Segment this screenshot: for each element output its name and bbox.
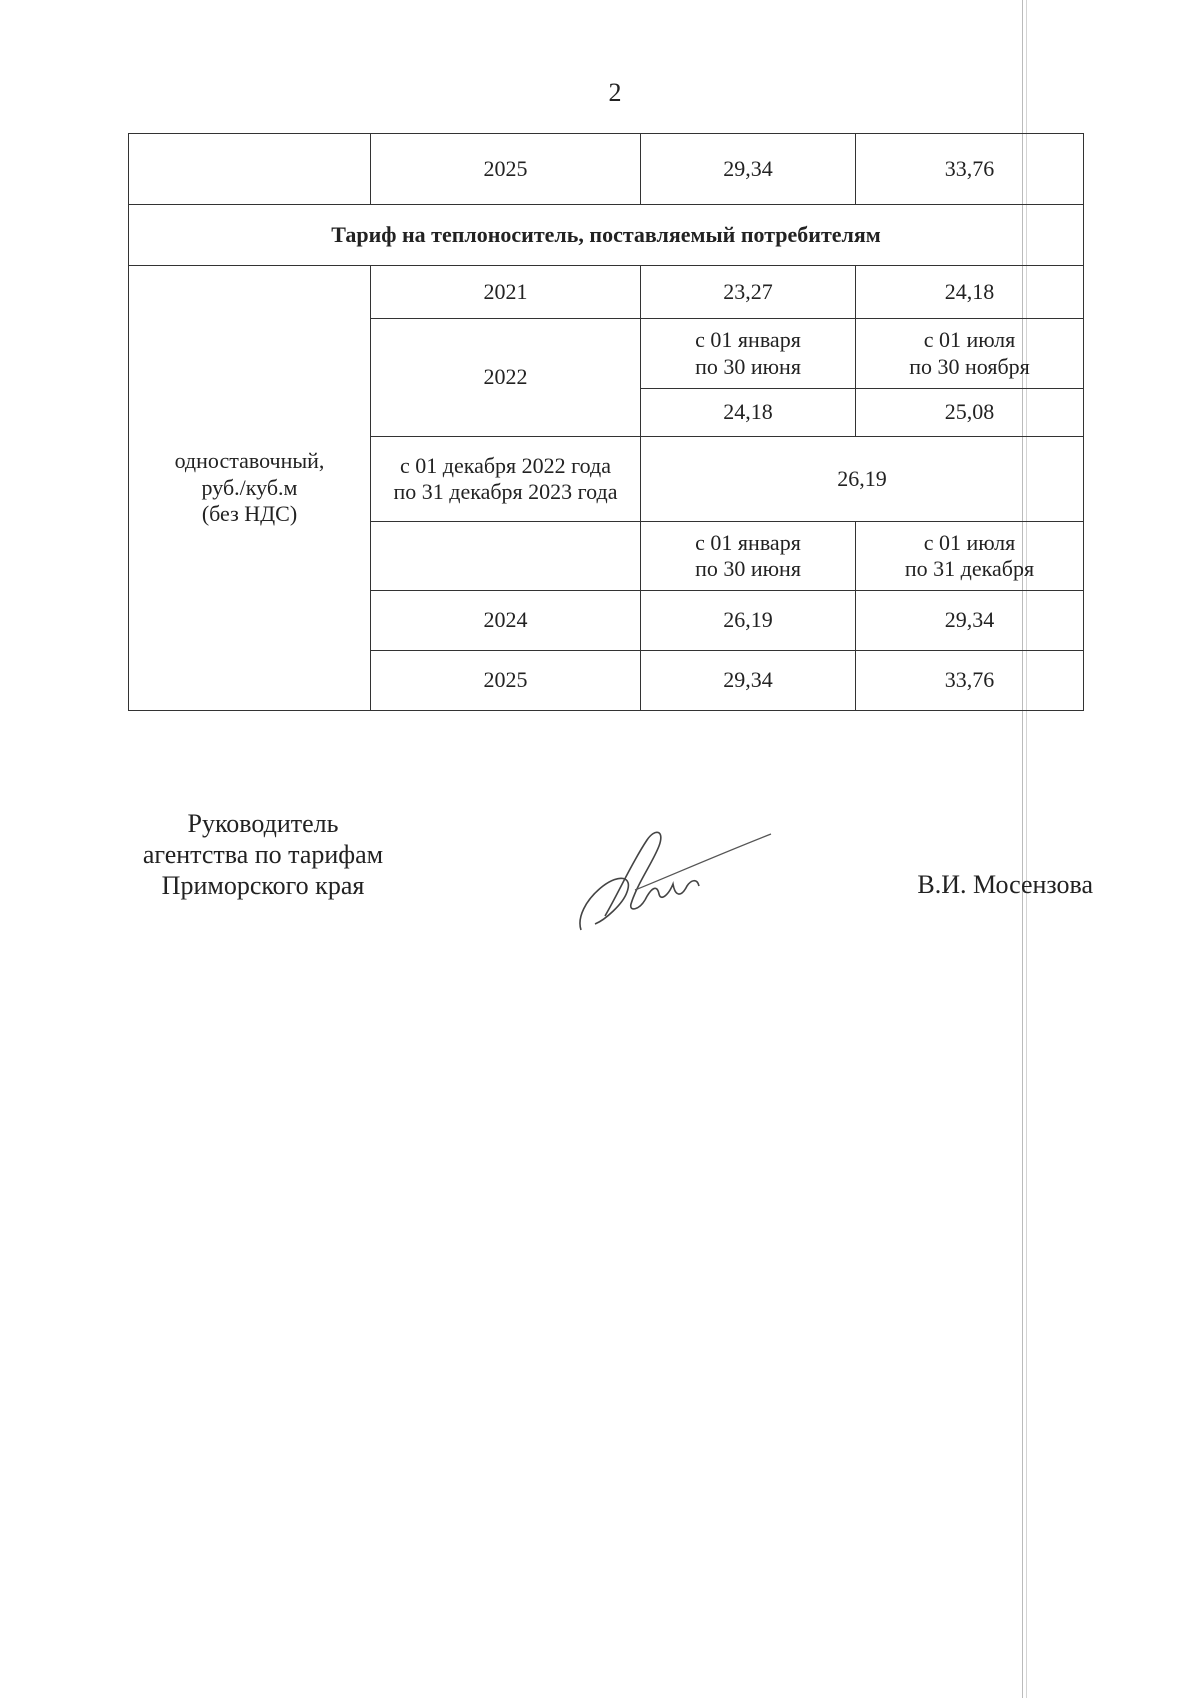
value-cell: 24,18 <box>641 389 856 437</box>
period-label-line: по 30 июня <box>695 353 801 379</box>
value-cell: 33,76 <box>856 134 1084 205</box>
period-label-line: с 01 июля <box>923 327 1016 353</box>
value-cell: 29,34 <box>641 651 856 711</box>
signer-name: В.И. Мосензова <box>917 870 1093 899</box>
period-cell: 2024 <box>371 591 641 651</box>
value-cell: 33,76 <box>856 651 1084 711</box>
handwritten-signature <box>575 820 775 940</box>
table-row <box>129 134 1084 205</box>
position-line: агентства по тарифам <box>142 840 384 870</box>
page-number: 2 <box>608 78 622 107</box>
period-label-line: с 01 января <box>695 529 801 555</box>
position-line: Приморского края <box>161 871 365 901</box>
period-label-line: с 01 июля <box>923 529 1016 555</box>
value-cell: 24,18 <box>856 266 1084 319</box>
period-label-line: с 01 января <box>695 327 801 353</box>
value-cell: 26,19 <box>641 591 856 651</box>
tariff-category-cell <box>129 266 371 711</box>
period-label-cell <box>641 522 856 591</box>
table-cell <box>371 522 641 591</box>
value-cell: 23,27 <box>641 266 856 319</box>
period-cell <box>371 437 641 522</box>
category-line: руб./куб.м <box>201 474 298 500</box>
tariff-table <box>128 133 1084 711</box>
period-cell: 2022 <box>371 319 641 437</box>
period-label-line: по 30 июня <box>695 556 801 581</box>
period-label-cell <box>641 319 856 389</box>
period-cell: 2025 <box>371 134 641 205</box>
table-cell <box>129 134 371 205</box>
period-line: с 01 декабря 2022 года <box>400 452 611 478</box>
period-cell: 2021 <box>371 266 641 319</box>
category-line: (без НДС) <box>201 501 298 527</box>
period-label-cell <box>856 319 1084 389</box>
category-line: одноставочный, <box>174 448 325 474</box>
value-cell: 25,08 <box>856 389 1084 437</box>
value-cell: 29,34 <box>641 134 856 205</box>
period-label-line: по 31 декабря <box>904 556 1035 581</box>
table-row <box>129 205 1084 266</box>
period-cell: 2025 <box>371 651 641 711</box>
period-line: по 31 декабря 2023 года <box>393 479 618 504</box>
table-row <box>129 266 1084 319</box>
section-title: Тариф на теплоноситель, поставляемый потребителям <box>129 205 1084 266</box>
value-cell: 26,19 <box>641 437 1084 522</box>
signatory-position <box>128 808 398 902</box>
period-label-cell <box>856 522 1084 591</box>
period-label-line: по 30 ноября <box>909 353 1030 379</box>
value-cell: 29,34 <box>856 591 1084 651</box>
position-line: Руководитель <box>187 809 339 838</box>
